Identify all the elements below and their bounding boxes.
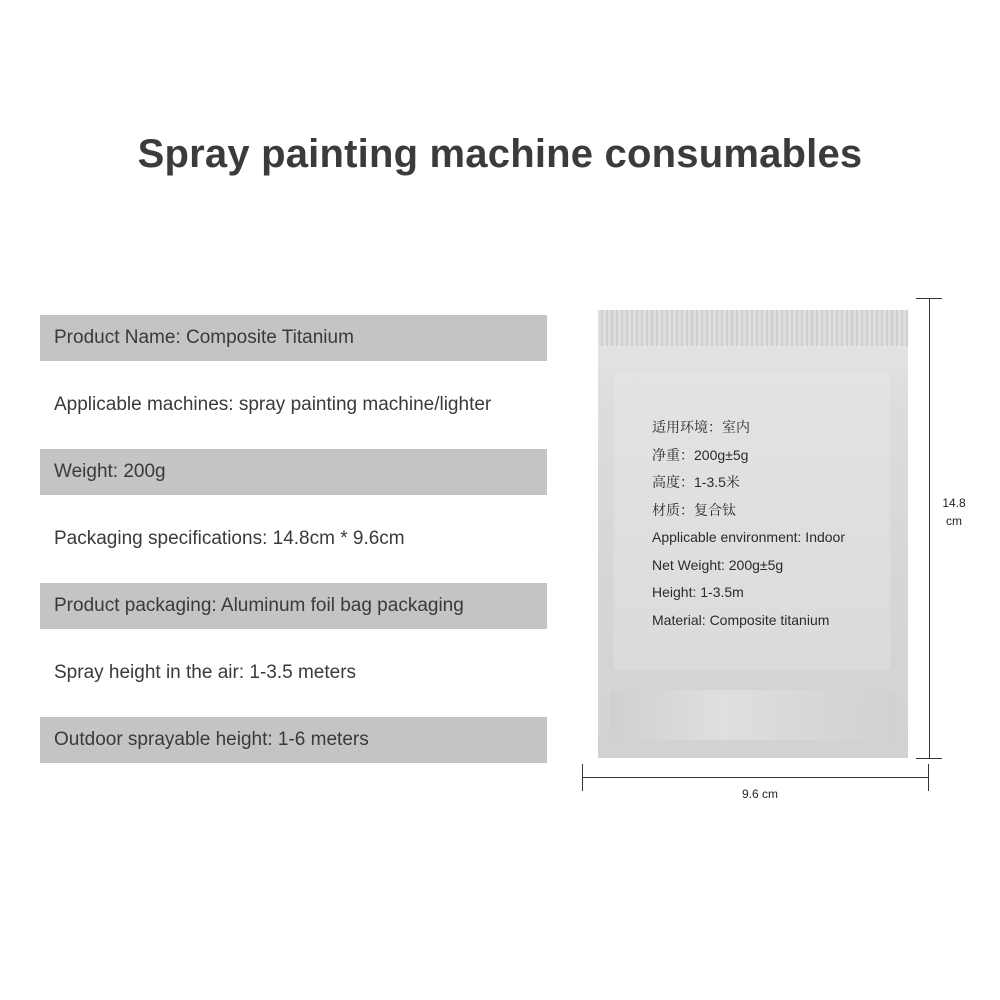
spec-list (40, 315, 560, 784)
width-dimension-tick-left (582, 764, 583, 791)
bag-label-text (652, 414, 845, 634)
product-bag-image (598, 310, 908, 758)
spec-outdoor-height: Outdoor sprayable height: 1-6 meters (40, 717, 547, 763)
height-dimension-label (938, 494, 970, 530)
spec-spray-height: Spray height in the air: 1-3.5 meters (54, 662, 357, 683)
bag-label-line: 净重：200g±5g (652, 446, 749, 463)
height-value: 14.8 (942, 496, 966, 510)
bag-label-line: 适用环境：室内 (652, 419, 750, 435)
bag-label-line: Applicable environment: Indoor (652, 529, 846, 545)
width-dimension-line (582, 777, 929, 778)
bag-label-line: Material: Composite titanium (652, 611, 830, 628)
height-dimension-line (929, 298, 930, 758)
spec-product-packaging: Product packaging: Aluminum foil bag packaging (40, 583, 547, 629)
bag-label-line: Net Weight: 200g±5g (652, 556, 784, 573)
bag-label-line: Height: 1-3.5m (652, 584, 744, 600)
width-dimension-label: 9.6 cm (741, 787, 778, 801)
bag-seal (598, 310, 908, 346)
height-dimension-tick-top (916, 298, 942, 299)
width-dimension-tick-right (928, 764, 929, 791)
bag-bottom-fold (610, 690, 896, 740)
height-dimension-tick-bottom (916, 758, 942, 759)
bag-label-line: 材质：复合钛 (652, 501, 736, 518)
bag-label-line: 高度：1-3.5米 (652, 474, 740, 490)
spec-packaging-specifications: Packaging specifications: 14.8cm * 9.6cm (54, 528, 405, 549)
spec-weight: Weight: 200g (40, 449, 547, 495)
spec-applicable-machines: Applicable machines: spray painting machine/lighter (54, 394, 492, 415)
spec-product-name: Product Name: Composite Titanium (40, 315, 547, 361)
page-title: Spray painting machine consumables (137, 132, 863, 176)
height-unit: cm (946, 514, 962, 528)
